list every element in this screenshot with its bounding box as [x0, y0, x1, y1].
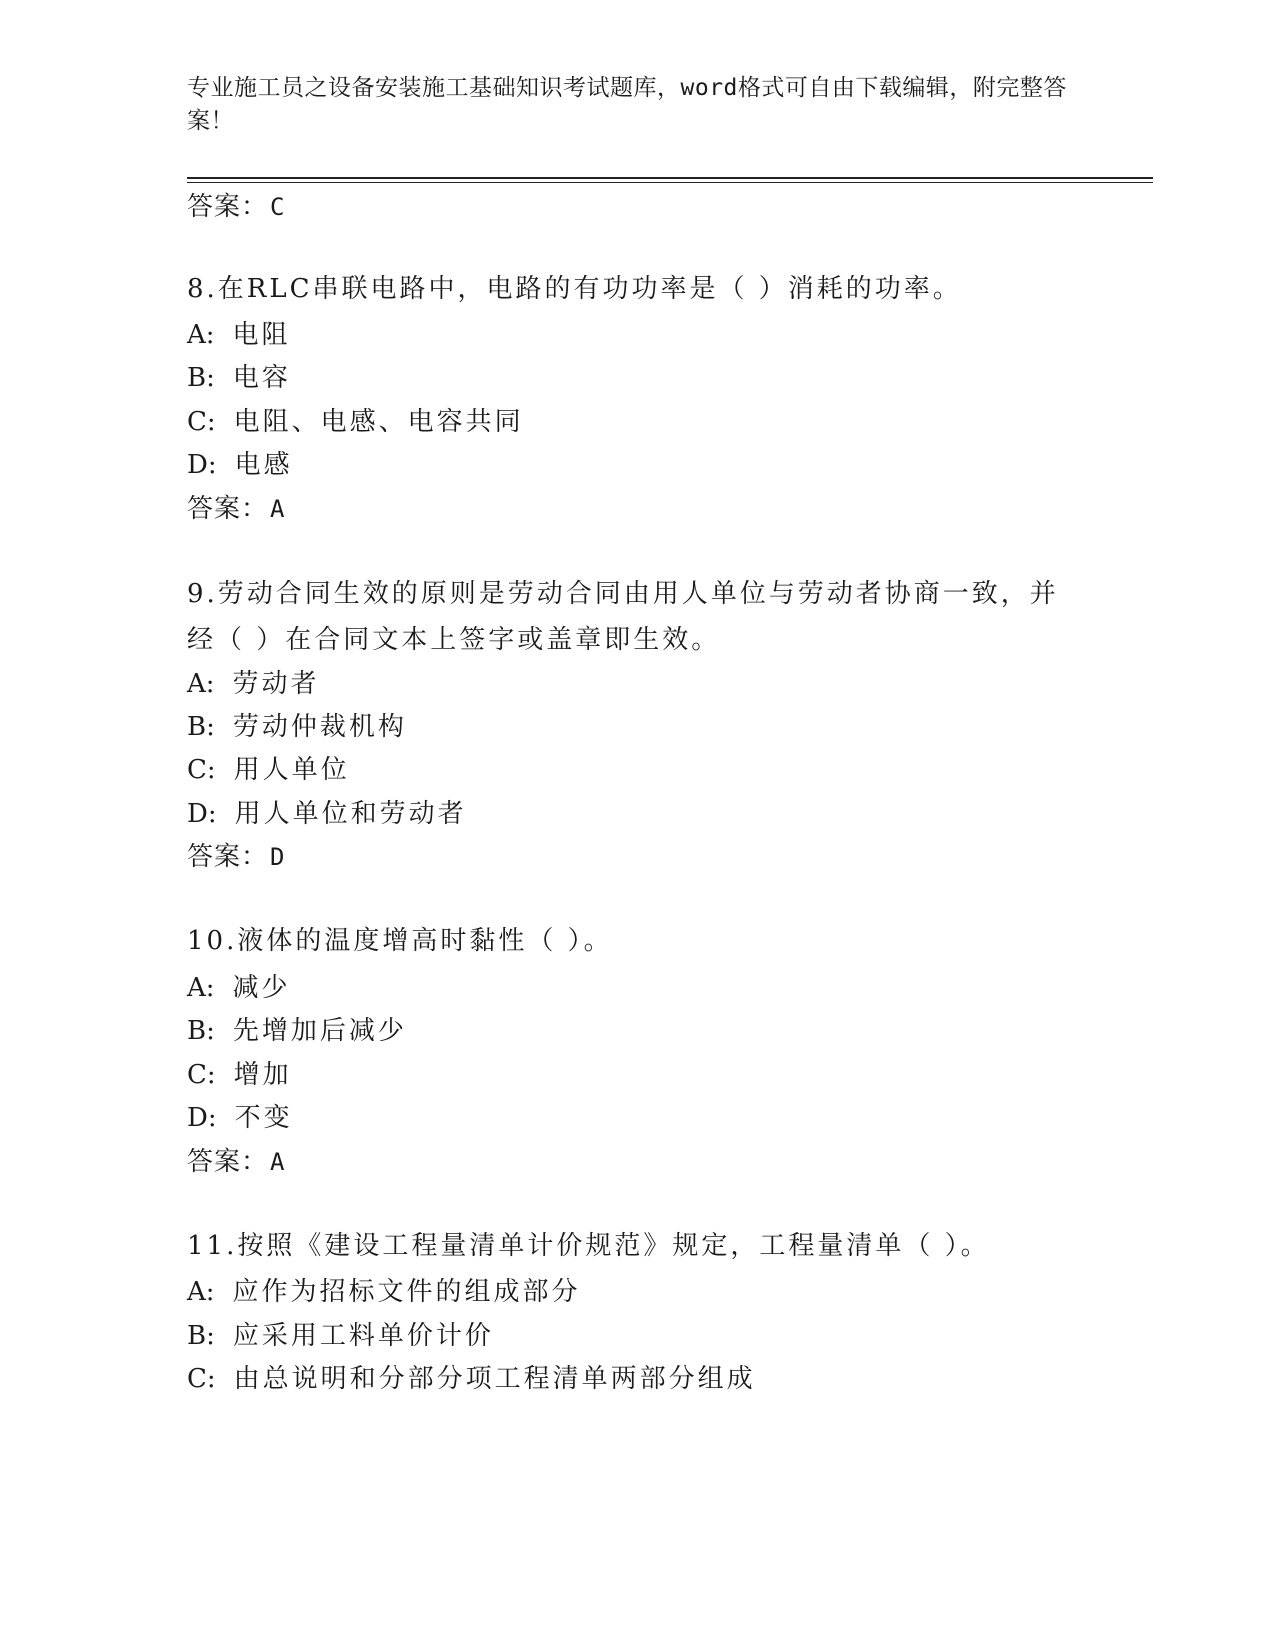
- q10-answer: [187, 1145, 285, 1179]
- option-text: 电阻: [232, 320, 291, 350]
- header-rule-thick: [187, 177, 1153, 179]
- q9-option-c: [187, 753, 350, 787]
- question-10-text: 10.液体的温度增高时黏性（ ）。: [187, 926, 613, 956]
- option-text: 应采用工料单价计价: [232, 1321, 494, 1351]
- option-key: D:: [187, 450, 217, 480]
- q9-option-a: [187, 667, 320, 701]
- option-text: 用人单位和劳动者: [234, 799, 467, 829]
- option-text: 用人单位: [233, 755, 350, 785]
- option-key: B:: [187, 1321, 215, 1351]
- answer-value: D: [270, 843, 286, 871]
- question-11-text: 11.按照《建设工程量清单计价规范》规定，工程量清单（ ）。: [187, 1231, 990, 1261]
- q9-option-d: [187, 797, 467, 831]
- answer-label: 答案：: [187, 842, 269, 872]
- q8-option-c: [187, 405, 524, 439]
- option-text: 电阻、电感、电容共同: [233, 407, 524, 437]
- option-key: B:: [187, 363, 215, 393]
- answer-label: 答案：: [187, 1147, 269, 1177]
- option-text: 应作为招标文件的组成部分: [232, 1277, 581, 1307]
- option-text: 增加: [233, 1060, 292, 1090]
- q10-option-a: [187, 971, 291, 1005]
- q10-option-d: [187, 1101, 293, 1135]
- option-text: 电容: [232, 363, 291, 393]
- q11-option-b: [187, 1319, 494, 1353]
- option-text: 劳动仲裁机构: [232, 712, 407, 742]
- option-key: A:: [187, 973, 215, 1003]
- option-text: 劳动者: [232, 669, 320, 699]
- answer-label: 答案：: [187, 494, 269, 524]
- option-text: 由总说明和分部分项工程清单两部分组成: [233, 1364, 756, 1394]
- q9-answer: [187, 840, 285, 874]
- q8-option-a: [187, 318, 291, 352]
- question-9-text: 9.劳动合同生效的原则是劳动合同由用人单位与劳动者协商一致，并经（ ）在合同文本上签字或盖章即生效。: [187, 579, 1059, 655]
- option-text: 先增加后减少: [232, 1016, 407, 1046]
- question-8-text: 8.在RLC串联电路中，电路的有功功率是（ ）消耗的功率。: [187, 274, 962, 304]
- option-key: C:: [187, 1364, 216, 1394]
- option-text: 电感: [234, 450, 293, 480]
- answer-value: A: [270, 495, 286, 523]
- answer-prev: [187, 190, 285, 224]
- option-text: 不变: [234, 1103, 293, 1133]
- option-key: B:: [187, 1016, 215, 1046]
- q8-answer: [187, 492, 285, 526]
- q11-option-a: [187, 1275, 581, 1309]
- option-key: A:: [187, 1277, 215, 1307]
- option-key: B:: [187, 712, 215, 742]
- option-key: C:: [187, 407, 216, 437]
- header-rule-thin: [187, 182, 1153, 183]
- option-key: A:: [187, 320, 215, 350]
- q8-option-b: [187, 361, 291, 395]
- q10-option-c: [187, 1058, 292, 1092]
- option-key: A:: [187, 669, 215, 699]
- option-key: D:: [187, 799, 217, 829]
- q11-option-c: [187, 1362, 756, 1396]
- document-header: 专业施工员之设备安装施工基础知识考试题库，word格式可自由下载编辑，附完整答案！: [187, 75, 1067, 134]
- q9-option-b: [187, 710, 407, 744]
- option-text: 减少: [232, 973, 291, 1003]
- answer-value: C: [270, 193, 286, 221]
- answer-label: 答案：: [187, 192, 269, 222]
- option-key: D:: [187, 1103, 217, 1133]
- answer-value: A: [270, 1148, 286, 1176]
- q10-option-b: [187, 1014, 407, 1048]
- option-key: C:: [187, 1060, 216, 1090]
- option-key: C:: [187, 755, 216, 785]
- q8-option-d: [187, 448, 293, 482]
